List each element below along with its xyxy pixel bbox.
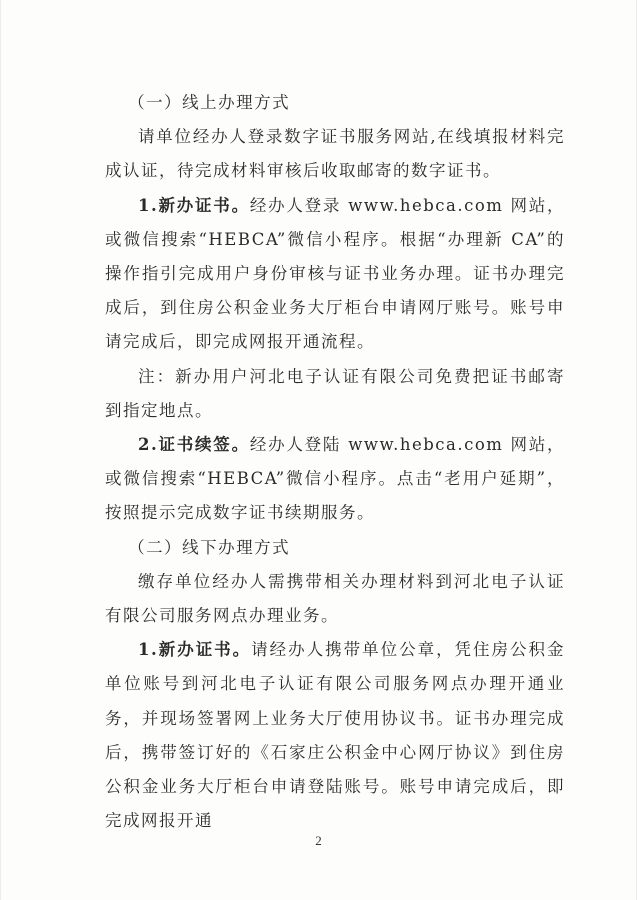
section2-heading: （二）线下办理方式 bbox=[128, 537, 291, 557]
page-number: 2 bbox=[315, 833, 322, 848]
section1-heading: （一）线上办理方式 bbox=[128, 93, 291, 112]
section1-item2 bbox=[105, 428, 565, 531]
section1-intro: 请单位经办人登录数字证书服务网站,在线填报材料完成认证，待完成材料审核后收取邮寄的数字证书。 bbox=[105, 127, 565, 181]
section2-item1-body: 请经办人携带单位公章，凭住房公积金单位账号到河北电子认证有限公司服务网点办理开通业务，并现场签署网上业务大厅使用协议书。证书办理完成后，携带签订好的《石家庄公积金中心网厅协议》到住房公积金业务大厅柜台申请登陆账号。账号申请完成后，即完成网报开通 bbox=[105, 640, 566, 831]
section1-note: 注：新办用户河北电子认证有限公司免费把证书邮寄到指定地点。 bbox=[105, 366, 565, 420]
section2-item1 bbox=[105, 633, 565, 838]
document-body bbox=[105, 86, 565, 838]
section2-item1-title: 1.新办证书。 bbox=[138, 640, 252, 660]
section1-item1 bbox=[105, 189, 565, 360]
section1-item2-title: 2.证书续签。 bbox=[138, 435, 250, 455]
section1-item2-body: 经办人登陆 www.hebca.com 网站，或微信搜索“HEBCA”微信小程序。点击“老用户延期”，按照提示完成数字证书续期服务。 bbox=[105, 435, 565, 523]
section1-item1-title: 1.新办证书。 bbox=[138, 195, 250, 215]
section2-intro: 缴存单位经办人需携带相关办理材料到河北电子认证有限公司服务网点办理业务。 bbox=[105, 571, 565, 626]
section1-item1-body: 经办人登录 www.hebca.com 网站，或微信搜索“HEBCA”微信小程序。根据“办理新 CA”的操作指引完成用户身份审核与证书业务办理。证书办理完成后，到住房公积金业务大厅柜台申请网厅账号。账号申请完成后，即完成网报开通流程。 bbox=[105, 195, 565, 352]
